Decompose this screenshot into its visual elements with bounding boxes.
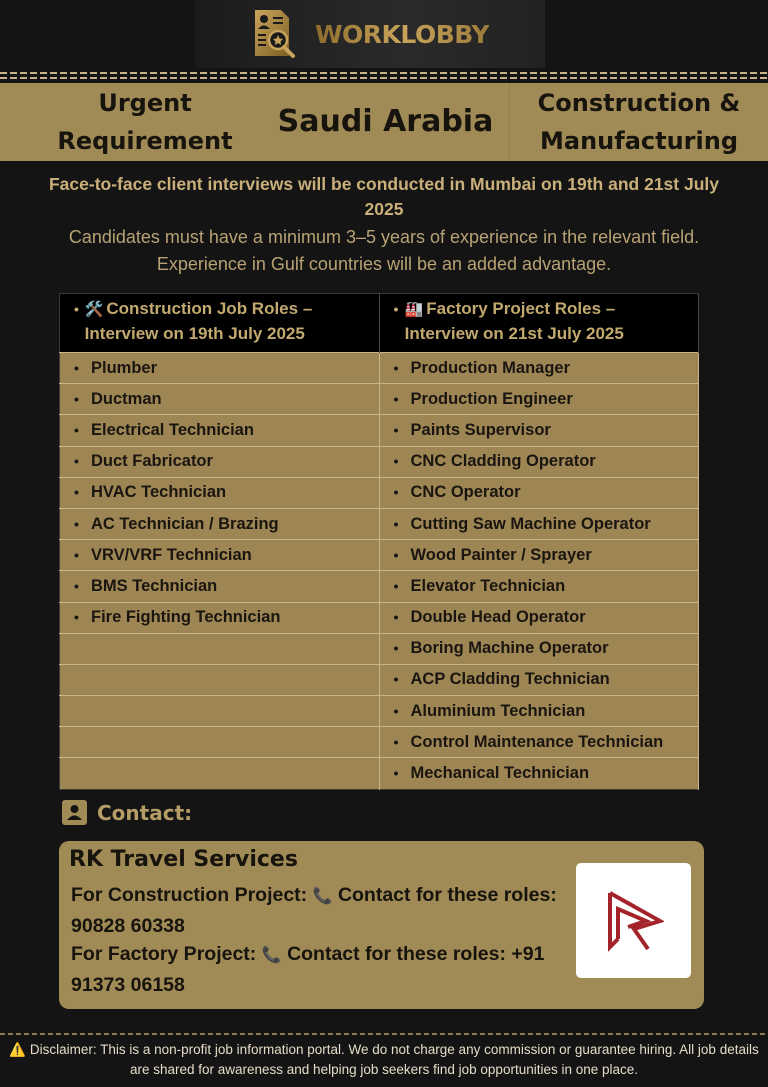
warning-icon: ⚠️ <box>9 1042 27 1057</box>
bullet-icon: • <box>393 577 399 594</box>
role-name: ACP Cladding Technician <box>410 670 610 689</box>
resume-search-icon <box>251 8 303 60</box>
factory-role-cell <box>379 540 698 571</box>
urgency-label: Urgent Requirement <box>57 89 233 155</box>
factory-role-cell <box>379 758 698 789</box>
table-row <box>60 571 699 602</box>
company-name: RK Travel Services <box>69 847 298 872</box>
rk-logo-icon <box>604 889 664 953</box>
factory-role-cell <box>379 384 698 415</box>
table-row <box>60 353 699 384</box>
role-name: BMS Technician <box>91 576 218 595</box>
role-name: Control Maintenance Technician <box>410 732 664 751</box>
role-name: Production Engineer <box>410 389 573 408</box>
bullet-icon: • <box>74 546 79 563</box>
construction-role-cell <box>60 540 380 571</box>
factory-role-cell <box>379 696 698 727</box>
table-row <box>60 540 699 571</box>
construction-role-cell <box>60 696 380 727</box>
factory-role-cell <box>379 508 698 539</box>
factory-role-cell <box>379 602 698 633</box>
bullet-icon: • <box>393 702 399 719</box>
table-row <box>60 602 699 633</box>
bullet-icon: • <box>74 484 79 501</box>
construction-role-cell <box>60 727 380 758</box>
bullet-icon: • <box>393 484 399 501</box>
table-row <box>60 758 699 789</box>
interview-notice: Face-to-face client interviews will be conducted in Mumbai on 19th and 21st July 2025 <box>48 174 719 219</box>
divider <box>0 72 768 74</box>
construction-role-cell <box>60 384 380 415</box>
role-name: Duct Fabricator <box>91 452 213 471</box>
bullet-icon: • <box>74 421 79 438</box>
bullet-icon: • <box>393 609 399 626</box>
contact-details <box>71 881 561 999</box>
factory-role-cell <box>379 633 698 664</box>
bullet-icon: • <box>393 359 399 376</box>
bullet-icon: • <box>393 421 399 438</box>
bullet-icon: • <box>393 733 399 750</box>
role-name: Plumber <box>91 358 158 377</box>
brand-header <box>195 0 545 68</box>
contact-heading: Contact: <box>62 800 192 825</box>
table-row <box>60 446 699 477</box>
column-header-factory: • 🏭 Factory Project Roles – Interview on 21st July 2025 <box>379 294 698 353</box>
bullet-icon: • <box>393 765 399 782</box>
brand-name: WORKLOBBY <box>314 19 490 49</box>
role-name: Paints Supervisor <box>410 420 551 439</box>
role-name: AC Technician / Brazing <box>91 514 279 533</box>
bullet-icon: • <box>74 453 79 470</box>
role-name: Ductman <box>91 389 162 408</box>
role-name: Cutting Saw Machine Operator <box>410 514 651 533</box>
factory-role-cell <box>379 727 698 758</box>
factory-role-cell <box>379 415 698 446</box>
factory-role-cell <box>379 353 698 384</box>
roles-table <box>59 293 699 790</box>
construction-role-cell <box>60 571 380 602</box>
eligibility-text: Candidates must have a minimum 3–5 years of experience in the relevant field. Experience in Gulf countries will be an added advantage. <box>68 227 700 274</box>
construction-role-cell <box>60 415 380 446</box>
factory-role-cell <box>379 446 698 477</box>
role-name: Wood Painter / Sprayer <box>410 545 592 564</box>
factory-icon: 🏭 <box>404 301 424 318</box>
factory-role-cell <box>379 477 698 508</box>
construction-role-cell <box>60 508 380 539</box>
bullet-icon: • <box>393 671 399 688</box>
bullet-icon: • <box>74 359 79 376</box>
sector-label: Construction & Manufacturing <box>537 89 741 155</box>
factory-role-cell <box>379 664 698 695</box>
bullet-icon: • <box>393 390 399 407</box>
construction-role-cell <box>60 477 380 508</box>
factory-role-cell <box>379 571 698 602</box>
bullet-icon: • <box>74 390 79 407</box>
bullet-icon: • <box>393 515 399 532</box>
intro <box>30 172 738 278</box>
construction-role-cell <box>60 602 380 633</box>
table-row <box>60 727 699 758</box>
bullet-icon: • <box>74 577 79 594</box>
bullet-icon: • <box>393 640 399 657</box>
phone-icon: 📞 <box>261 947 282 964</box>
bullet-icon: • <box>393 453 399 470</box>
table-row <box>60 696 699 727</box>
contact-card <box>59 841 704 1009</box>
table-row <box>60 664 699 695</box>
divider <box>0 77 768 79</box>
tools-icon: 🛠️ <box>84 301 104 318</box>
column-header-construction: • 🛠️ Construction Job Roles – Interview on 19th July 2025 <box>60 294 380 353</box>
role-name: Electrical Technician <box>91 420 254 439</box>
phone-icon: 📞 <box>312 888 333 905</box>
table-row <box>60 633 699 664</box>
role-name: Double Head Operator <box>410 608 586 627</box>
role-name: Fire Fighting Technician <box>91 608 281 627</box>
role-name: VRV/VRF Technician <box>91 545 252 564</box>
construction-role-cell <box>60 446 380 477</box>
table-row <box>60 508 699 539</box>
bullet-icon: • <box>74 515 79 532</box>
construction-role-cell <box>60 664 380 695</box>
construction-role-cell <box>60 633 380 664</box>
person-icon <box>62 800 87 825</box>
table-row <box>60 415 699 446</box>
role-name: CNC Cladding Operator <box>410 452 596 471</box>
rk-travel-logo <box>576 863 691 978</box>
construction-role-cell <box>60 758 380 789</box>
headline-banner <box>0 83 768 161</box>
role-name: Aluminium Technician <box>410 701 586 720</box>
role-name: Production Manager <box>410 358 571 377</box>
location-label: Saudi Arabia <box>262 83 510 161</box>
role-name: CNC Operator <box>410 483 521 502</box>
construction-role-cell <box>60 353 380 384</box>
bullet-icon: • <box>393 546 399 563</box>
role-name: Elevator Technician <box>410 576 566 595</box>
role-name: Mechanical Technician <box>410 764 590 783</box>
bullet-icon: • <box>74 609 79 626</box>
role-name: Boring Machine Operator <box>410 639 609 658</box>
table-row <box>60 384 699 415</box>
table-row <box>60 477 699 508</box>
role-name: HVAC Technician <box>91 483 227 502</box>
factory-contact[interactable]: For Factory Project: 📞 Contact for these roles: +91 91373 06158 <box>71 943 545 996</box>
disclaimer: ⚠️ Disclaimer: This is a non-profit job information portal. We do not charge any commission or guarantee hiring. All job details are shared for awareness and helping job seekers find job opportunities in one place. <box>9 1042 759 1077</box>
divider <box>0 1033 768 1035</box>
construction-contact[interactable]: For Construction Project: 📞 Contact for these roles: 90828 60338 <box>71 884 557 937</box>
